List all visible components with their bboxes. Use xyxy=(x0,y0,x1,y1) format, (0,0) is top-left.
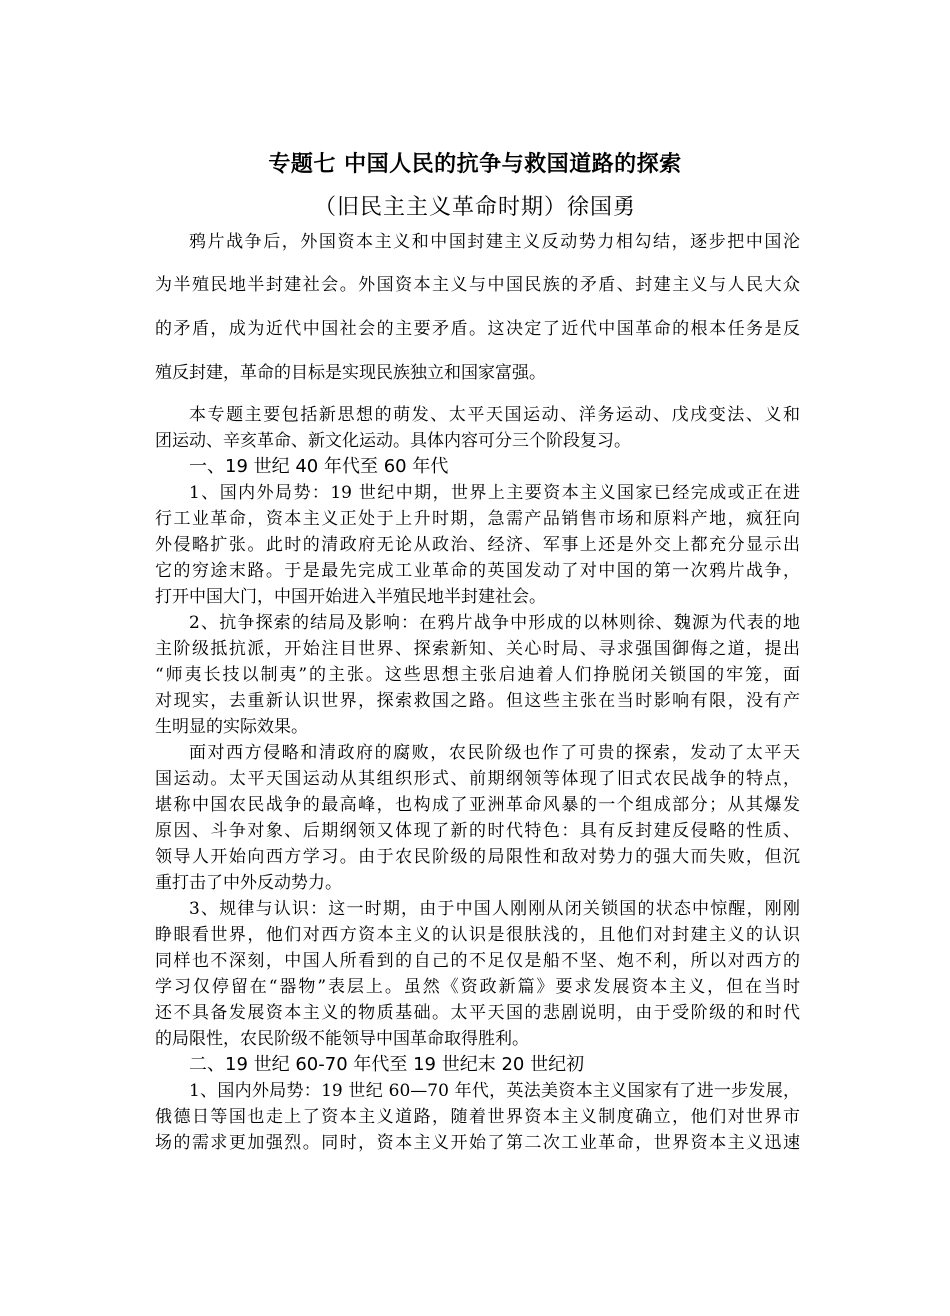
paragraph-line: 面对西方侵略和清政府的腐败，农民阶级也作了可贵的探索，发动了太平天 xyxy=(189,743,800,763)
paragraph-line: 鸦片战争后，外国资本主义和中国封建主义反动势力相勾结，逐步把中国沦 xyxy=(189,232,800,252)
paragraph-line: 对现实，去重新认识世界，探索救国之路。但这些主张在当时影响有限，没有产 xyxy=(155,691,800,711)
paragraph-line: 重打击了中外反动势力。 xyxy=(155,873,342,893)
paragraph-line: 1、国内外局势：19 世纪 60—70 年代，英法美资本主义国家有了进一步发展， xyxy=(189,1081,800,1101)
document-title: 专题七 中国人民的抗争与救国道路的探索 xyxy=(268,152,682,177)
paragraph-line: 原因、斗争对象、后期纲领又体现了新的时代特色：具有反封建反侵略的性质、 xyxy=(155,821,800,841)
paragraph-line: 还不具备发展资本主义的物质基础。太平天国的悲剧说明，由于受阶级的和时代 xyxy=(155,1003,800,1023)
paragraph-line: 它的穷途末路。于是最先完成工业革命的英国发动了对中国的第一次鸦片战争， xyxy=(155,561,800,581)
paragraph-line: 同样也不深刻，中国人所看到的自己的不足仅是船不坚、炮不利，所以对西方的 xyxy=(155,951,800,971)
paragraph-line: 3、规律与认识：这一时期，由于中国人刚刚从闭关锁国的状态中惊醒，刚刚 xyxy=(189,899,800,919)
paragraph-line: 国运动。太平天国运动从其组织形式、前期纲领等体现了旧式农民战争的特点， xyxy=(155,769,800,789)
paragraph-line: 学习仅停留在“器物”表层上。虽然《资政新篇》要求发展资本主义，但在当时 xyxy=(155,977,800,997)
section-heading: 一、19 世纪 40 年代至 60 年代 xyxy=(189,456,449,477)
paragraph-line: 的矛盾，成为近代中国社会的主要矛盾。这决定了近代中国革命的根本任务是反 xyxy=(155,319,800,339)
paragraph-line: 生明显的实际效果。 xyxy=(155,717,308,737)
paragraph-line: 俄德日等国也走上了资本主义道路，随着世界资本主义制度确立，他们对世界市 xyxy=(155,1107,800,1127)
paragraph-line: 领导人开始向西方学习。由于农民阶级的局限性和敌对势力的强大而失败，但沉 xyxy=(155,847,800,867)
paragraph-line: 堪称中国农民战争的最高峰，也构成了亚洲革命风暴的一个组成部分；从其爆发 xyxy=(155,795,800,815)
paragraph-line: 睁眼看世界，他们对西方资本主义的认识是很肤浅的，且他们对封建主义的认识 xyxy=(155,925,800,945)
paragraph-line: 1、国内外局势：19 世纪中期，世界上主要资本主义国家已经完成或正在进 xyxy=(189,483,800,503)
paragraph-line: 外侵略扩张。此时的清政府无论从政治、经济、军事上还是外交上都充分显示出 xyxy=(155,535,800,555)
paragraph-line: 团运动、辛亥革命、新文化运动。具体内容可分三个阶段复习。 xyxy=(155,431,631,451)
section-heading: 二、19 世纪 60-70 年代至 19 世纪末 20 世纪初 xyxy=(189,1054,585,1075)
paragraph-line: 本专题主要包括新思想的萌发、太平天国运动、洋务运动、戊戌变法、义和 xyxy=(189,405,800,425)
paragraph-line: 主阶级抵抗派，开始注目世界、探索新知、关心时局、寻求强国御侮之道，提出 xyxy=(155,639,800,659)
document-subtitle: （旧民主主义革命时期）徐国勇 xyxy=(313,195,636,220)
paragraph-line: 2、抗争探索的结局及影响：在鸦片战争中形成的以林则徐、魏源为代表的地 xyxy=(189,613,800,633)
paragraph-line: 殖反封建，革命的目标是实现民族独立和国家富强。 xyxy=(155,363,546,383)
paragraph-line: 行工业革命，资本主义正处于上升时期，急需产品销售市场和原料产地，疯狂向 xyxy=(155,509,800,529)
paragraph-line: 为半殖民地半封建社会。外国资本主义与中国民族的矛盾、封建主义与人民大众 xyxy=(155,275,800,295)
paragraph-line: 的局限性，农民阶级不能领导中国革命取得胜利。 xyxy=(155,1029,529,1049)
paragraph-line: 场的需求更加强烈。同时，资本主义开始了第二次工业革命，世界资本主义迅速 xyxy=(155,1133,800,1153)
paragraph-line: 打开中国大门，中国开始进入半殖民地半封建社会。 xyxy=(155,587,546,607)
paragraph-line: “师夷长技以制夷”的主张。这些思想主张启迪着人们挣脱闭关锁国的牢笼，面 xyxy=(155,665,800,685)
